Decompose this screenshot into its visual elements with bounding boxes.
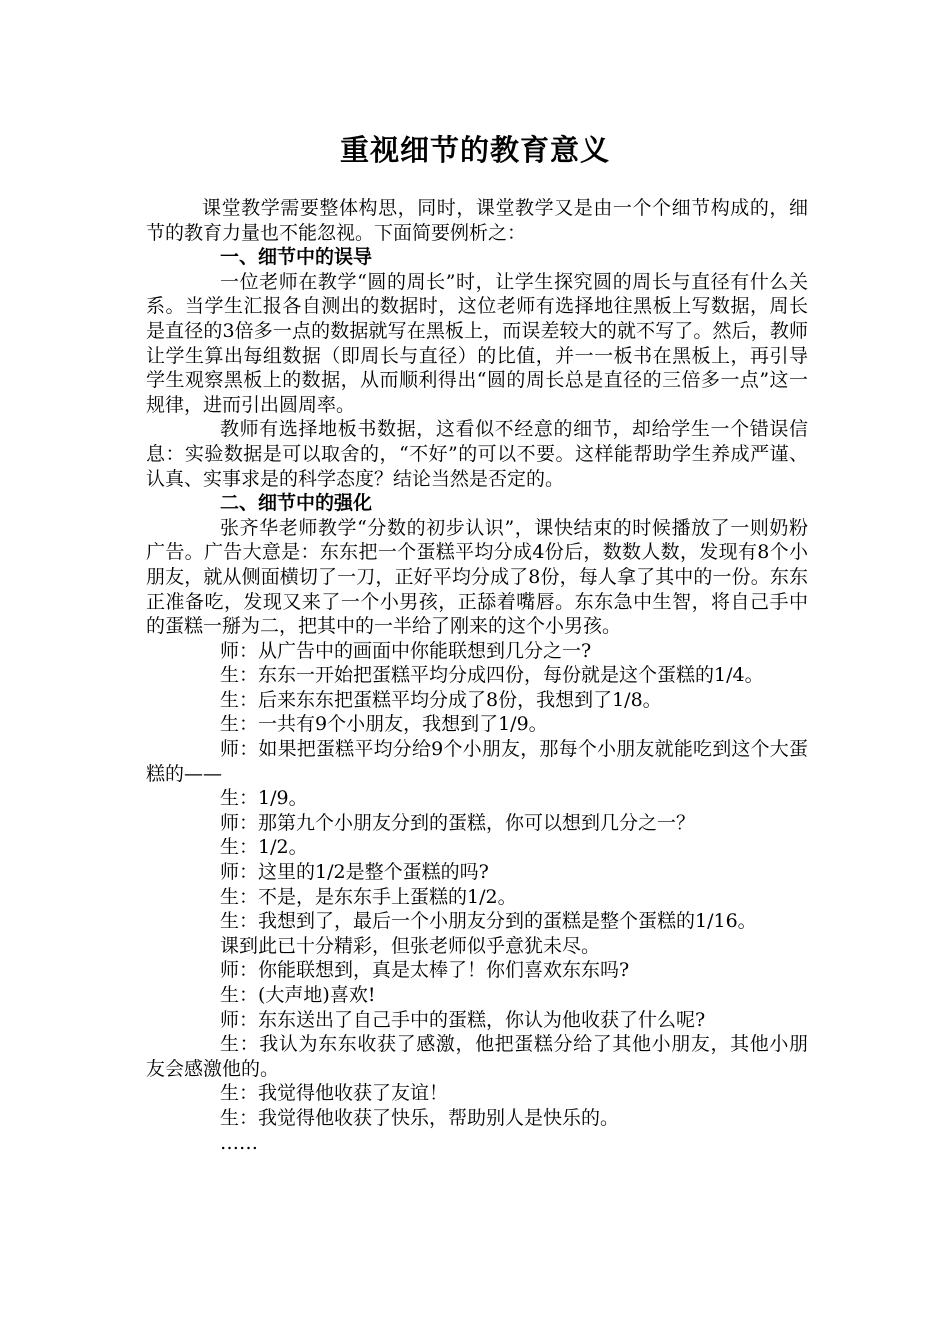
section1-paragraph-1: 一位老师在教学“圆的周长”时，让学生探究圆的周长与直径有什么关系。当学生汇报各自测出的数据时，这位老师有选择地往黑板上写数据，周长是直径的3倍多一点的数据就写在黑板上，而误差较大的就不写了。然后，教师让学生算出每组数据（即周长与直径）的比值，并一一板书在黑板上，再引导学生观察黑板上的数据，从而顺利得出“圆的周长总是直径的三倍多一点”这一规律，进而引出圆周率。 — [146, 270, 808, 416]
dialogue-line: 师：那第九个小朋友分到的蛋糕，你可以想到几分之一？ — [220, 811, 696, 834]
dialogue-line: 课到此已十分精彩，但张老师似乎意犹未尽。 — [220, 934, 601, 957]
intro-paragraph: 课堂教学需要整体构思，同时，课堂教学又是由一个个细节构成的，细节的教育力量也不能忽视。下面简要例析之： — [146, 197, 808, 244]
dialogue-line: 生：1/9。 — [220, 787, 308, 810]
dialogue-line: 生：(大声地)喜欢! — [220, 984, 376, 1006]
document-body — [146, 196, 808, 1155]
ellipsis-line: …… — [220, 1131, 258, 1154]
dialogue-line: 生：我觉得他收获了友谊！ — [220, 1082, 449, 1105]
dialogue-line: 生：我想到了，最后一个小朋友分到的蛋糕是整个蛋糕的1/16。 — [220, 910, 757, 933]
section-heading-1: 一、细节中的误导 — [220, 246, 373, 269]
section1-paragraph-2: 教师有选择地板书数据，这看似不经意的细节，却给学生一个错误信息：实验数据是可以取舍的，“不好”的可以不要。这样能帮助学生养成严谨、认真、实事求是的科学态度？结论当然是否定的。 — [146, 418, 808, 490]
dialogue-line: 师：如果把蛋糕平均分给9个小朋友，那每个小朋友就能吃到这个大蛋糕的—— — [146, 738, 808, 785]
dialogue-line: 师：这里的1/2是整个蛋糕的吗? — [220, 861, 489, 884]
dialogue-line: 师：你能联想到，真是太棒了！你们喜欢东东吗? — [220, 959, 630, 982]
dialogue-line: 生：我认为东东收获了感激，他把蛋糕分给了其他小朋友，其他小朋友会感激他的。 — [146, 1033, 808, 1080]
dialogue-line: 师：从广告中的画面中你能联想到几分之一? — [220, 639, 592, 662]
section2-paragraph-1: 张齐华老师教学“分数的初步认识”，课快结束的时候播放了一则奶粉广告。广告大意是：东东把一个蛋糕平均分成4份后，数数人数，发现有8个小朋友，就从侧面横切了一刀，正好平均分成了8份，每人拿了其中的一份。东东正准备吃，发现又来了一个小男孩，正舔着嘴唇。东东急中生智，将自己手中的蛋糕一掰为二，把其中的一半给了刚来的这个小男孩。 — [146, 516, 808, 638]
dialogue-line: 生：不是，是东东手上蛋糕的1/2。 — [220, 885, 517, 908]
dialogue-line: 生：我觉得他收获了快乐，帮助别人是快乐的。 — [220, 1106, 620, 1129]
document-title: 重视细节的教育意义 — [339, 133, 610, 167]
dialogue-line: 生：1/2。 — [220, 836, 308, 859]
dialogue-line: 生：后来东东把蛋糕平均分成了8份，我想到了1/8。 — [220, 688, 662, 711]
dialogue-line: 生：东东一开始把蛋糕平均分成四份，每份就是这个蛋糕的1/4。 — [220, 664, 764, 687]
dialogue-line: 师：东东送出了自己手中的蛋糕，你认为他收获了什么呢? — [220, 1008, 706, 1031]
section-heading-2: 二、细节中的强化 — [220, 492, 373, 515]
dialogue-line: 生：一共有9个小朋友，我想到了1/9。 — [220, 713, 548, 736]
